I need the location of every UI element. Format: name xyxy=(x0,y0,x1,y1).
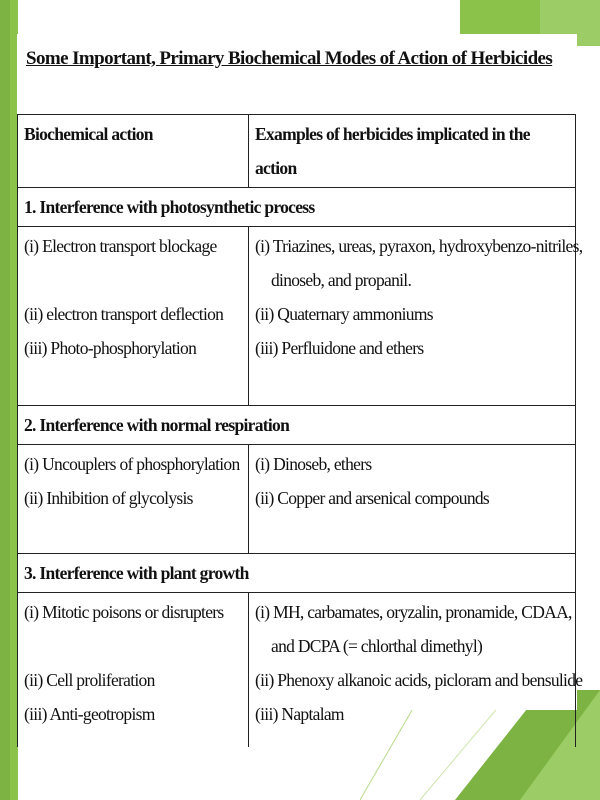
actions-cell xyxy=(18,227,249,406)
action-item: (iii) Anti-geotropism xyxy=(24,704,155,724)
actions-cell xyxy=(18,593,249,748)
example-item: (iii) Naptalam xyxy=(255,704,344,724)
table-row xyxy=(18,445,576,554)
example-item: (ii) Phenoxy alkanoic acids, picloram and bensulide xyxy=(255,670,583,690)
example-item: (i) Triazines, ureas, pyraxon, hydroxybenzo-nitriles, xyxy=(255,236,583,256)
header-examples: Examples of herbicides implicated in the action xyxy=(249,115,576,188)
section-heading-photosynthetic: 1. Interference with photosynthetic process xyxy=(18,188,576,227)
table-header-row xyxy=(18,115,576,188)
action-item: (i) Electron transport blockage xyxy=(24,236,217,256)
action-item: (ii) Cell proliferation xyxy=(24,670,155,690)
example-item: (ii) Copper and arsenical compounds xyxy=(255,488,490,508)
header-biochemical-action: Biochemical action xyxy=(18,115,249,188)
actions-cell xyxy=(18,445,249,554)
section-heading-respiration: 2. Interference with normal respiration xyxy=(18,406,576,445)
page-title: Some Important, Primary Biochemical Modes of Action of Herbicides xyxy=(26,48,553,69)
section-heading-row xyxy=(18,188,576,227)
table-row xyxy=(18,227,576,406)
section-heading-row xyxy=(18,406,576,445)
action-item: (i) Uncouplers of phosphorylation xyxy=(24,454,240,474)
action-item: (i) Mitotic poisons or disrupters xyxy=(24,602,224,622)
herbicide-modes-table xyxy=(17,114,583,747)
examples-cell xyxy=(249,227,583,406)
example-item: (ii) Quaternary ammoniums xyxy=(255,304,433,324)
examples-cell xyxy=(249,593,583,748)
example-item-continued: dinoseb, and propanil. xyxy=(271,270,412,290)
slide-content xyxy=(17,34,583,724)
table-row xyxy=(18,593,576,748)
examples-cell xyxy=(249,445,576,554)
action-item: (iii) Photo-phosphorylation xyxy=(24,338,197,358)
left-green-band-inner xyxy=(0,0,10,800)
example-item: (iii) Perfluidone and ethers xyxy=(255,338,424,358)
action-item: (ii) electron transport deflection xyxy=(24,304,224,324)
section-heading-row xyxy=(18,554,576,593)
action-item: (ii) Inhibition of glycolysis xyxy=(24,488,193,508)
example-item-continued: and DCPA (= chlorthal dimethyl) xyxy=(271,636,483,656)
example-item: (i) MH, carbamates, oryzalin, pronamide, CDAA, xyxy=(255,602,572,622)
example-item: (i) Dinoseb, ethers xyxy=(255,454,372,474)
section-heading-plant-growth: 3. Interference with plant growth xyxy=(18,554,576,593)
